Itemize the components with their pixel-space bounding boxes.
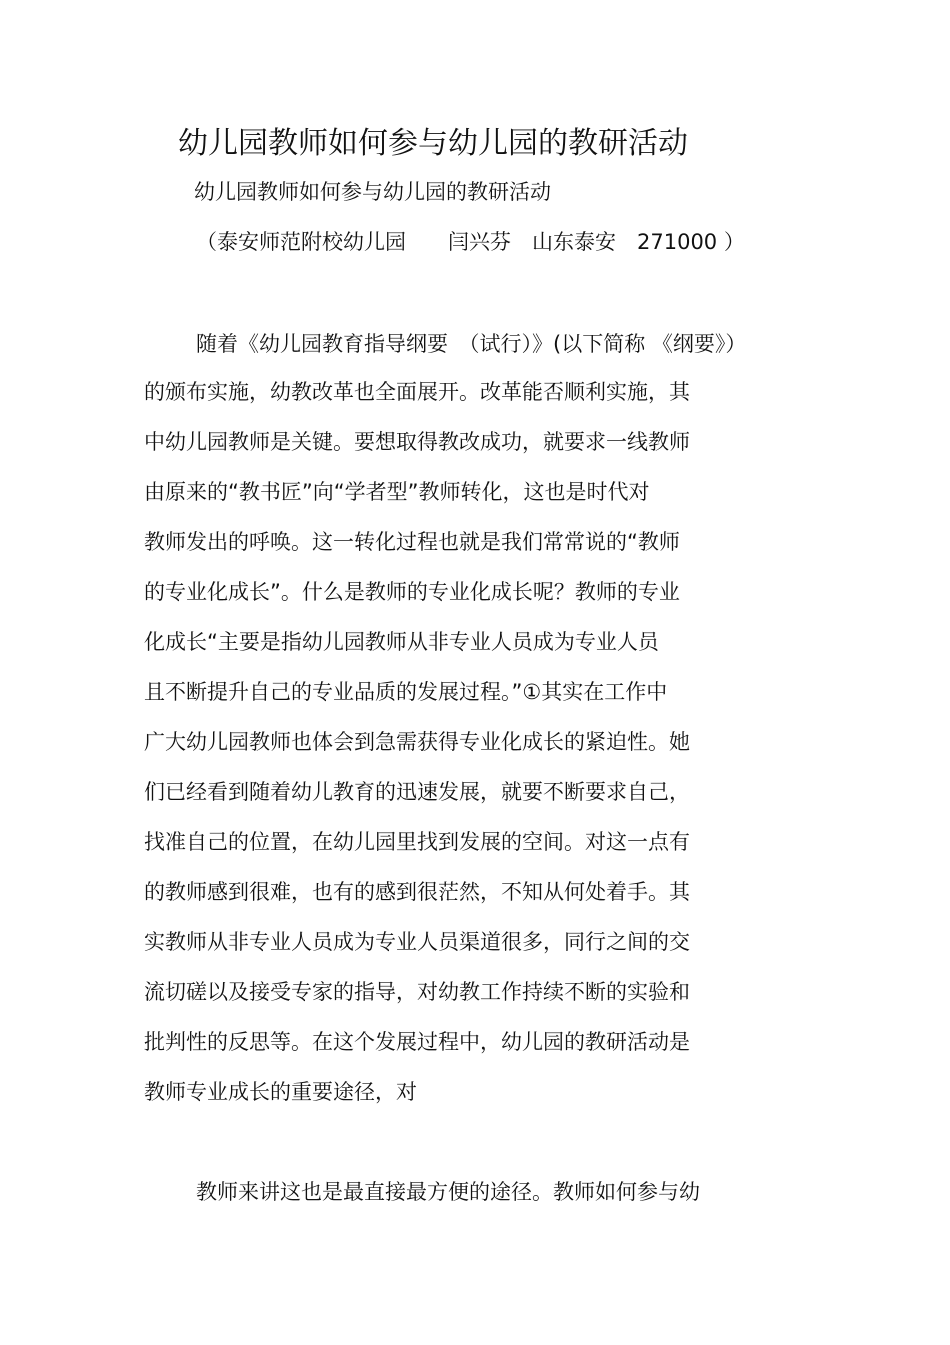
- paragraph-line: 广大幼儿园教师也体会到急需获得专业化成长的紧迫性。她: [144, 730, 690, 754]
- document-subtitle: 幼儿园教师如何参与幼儿园的教研活动: [194, 180, 551, 204]
- paragraph-line: 教师发出的呼唤。这一转化过程也就是我们常常说的“教师: [144, 530, 680, 554]
- paragraph-line: 的教师感到很难，也有的感到很茫然，不知从何处着手。其: [144, 880, 690, 904]
- paragraph-line: 们已经看到随着幼儿教育的迅速发展，就要不断要求自己，: [144, 780, 690, 804]
- paragraph-line: 化成长“主要是指幼儿园教师从非专业人员成为专业人员: [144, 630, 659, 654]
- paragraph-line: 教师专业成长的重要途径，对: [144, 1080, 417, 1104]
- paragraph-line: 实教师从非专业人员成为专业人员渠道很多，同行之间的交: [144, 930, 690, 954]
- paragraph-line: 教师来讲这也是最直接最方便的途径。教师如何参与幼: [196, 1180, 700, 1204]
- paragraph-line: 批判性的反思等。在这个发展过程中，幼儿园的教研活动是: [144, 1030, 690, 1054]
- document-title: 幼儿园教师如何参与幼儿园的教研活动: [178, 126, 688, 161]
- paragraph-line: 由原来的“教书匠”向“学者型”教师转化，这也是时代对: [144, 480, 650, 504]
- paragraph-line: 且不断提升自己的专业品质的发展过程。”①其实在工作中: [144, 680, 668, 704]
- author-byline: （泰安师范附校幼儿园 闫兴芬 山东泰安 271000 ）: [196, 230, 745, 254]
- paragraph-line: 流切磋以及接受专家的指导，对幼教工作持续不断的实验和: [144, 980, 690, 1004]
- paragraph-line: 随着《幼儿园教育指导纲要 （试行）》(以下简称 《纲要》）: [196, 332, 747, 356]
- paragraph-line: 中幼儿园教师是关键。要想取得教改成功，就要求一线教师: [144, 430, 690, 454]
- paragraph-line: 找准自己的位置，在幼儿园里找到发展的空间。对这一点有: [144, 830, 690, 854]
- paragraph-line: 的颁布实施，幼教改革也全面展开。改革能否顺利实施，其: [144, 380, 690, 404]
- paragraph-line: 的专业化成长”。什么是教师的专业化成长呢？教师的专业: [144, 580, 680, 604]
